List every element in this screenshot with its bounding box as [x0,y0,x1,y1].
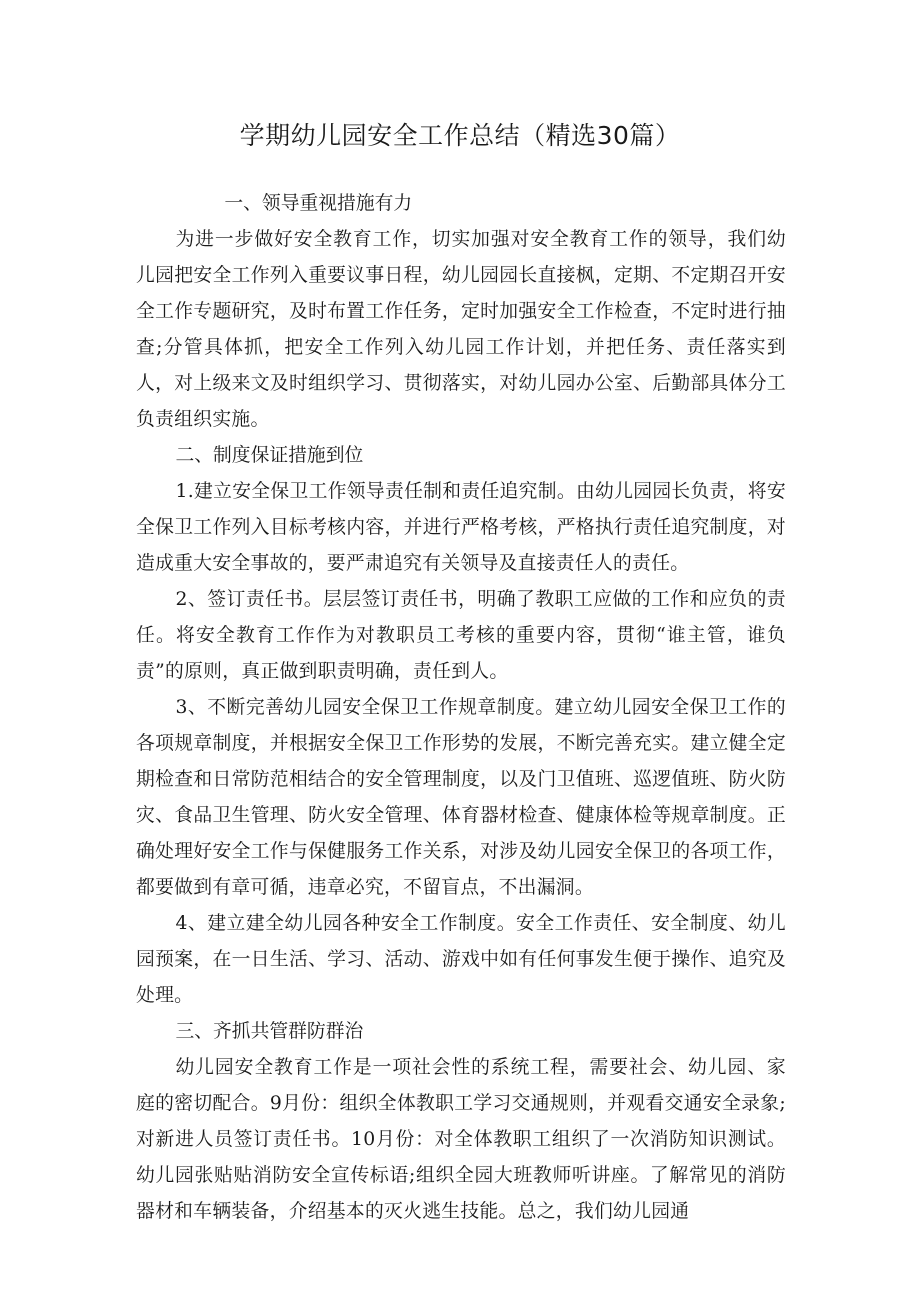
section-heading: 一、领导重视措施有力 [224,193,413,214]
paragraph: 4、建立建全幼儿园各种安全工作制度。安全工作责任、安全制度、幼儿园预案，在一日生活、学习、活动、游戏中如有任何事发生便于操作、追究及处理。 [136,913,786,1006]
paragraph: 2、签订责任书。层层签订责任书，明确了教职工应做的工作和应负的责任。将安全教育工作作为对教职员工考核的重要内容，贯彻“谁主管，谁负责”的原则，真正做到职责明确，责任到人。 [136,589,786,682]
document-body [136,186,786,1230]
section-heading: 三、齐抓共管群防群治 [175,1021,364,1042]
paragraph: 为进一步做好安全教育工作，切实加强对安全教育工作的领导，我们幼儿园把安全工作列入重要议事日程，幼儿园园长直接枫，定期、不定期召开安全工作专题研究，及时布置工作任务，定时加强安全工作检查，不定时进行抽查;分管具体抓，把安全工作列入幼儿园工作计划，并把任务、责任落实到人，对上级来文及时组织学习、贯彻落实，对幼儿园办公室、后勤部具体分工负责组织实施。 [136,229,786,430]
document-title: 学期幼儿园安全工作总结（精选30篇） [239,121,681,150]
section-heading: 二、制度保证措施到位 [175,445,364,466]
paragraph: 1.建立安全保卫工作领导责任制和责任追究制。由幼儿园园长负责，将安全保卫工作列入目标考核内容，并进行严格考核，严格执行责任追究制度，对造成重大安全事故的，要严肃追究有关领导及直接责任人的责任。 [136,481,786,574]
paragraph: 3、不断完善幼儿园安全保卫工作规章制度。建立幼儿园安全保卫工作的各项规章制度，并根据安全保卫工作形势的发展，不断完善充实。建立健全定期检查和日常防范相结合的安全管理制度，以及门卫值班、巡逻值班、防火防灾、食品卫生管理、防火安全管理、体育器材检查、健康体检等规章制度。正确处理好安全工作与保健服务工作关系，对涉及幼儿园安全保卫的各项工作，都要做到有章可循，违章必究，不留盲点，不出漏洞。 [136,697,786,898]
paragraph: 幼儿园安全教育工作是一项社会性的系统工程，需要社会、幼儿园、家庭的密切配合。9月份：组织全体教职工学习交通规则，并观看交通安全录象;对新进人员签订责任书。10月份：对全体教职工组织了一次消防知识测试。幼儿园张贴贴消防安全宣传标语;组织全园大班教师听讲座。了解常见的消防器材和车辆装备，介绍基本的灭火逃生技能。总之，我们幼儿园通 [136,1057,786,1222]
